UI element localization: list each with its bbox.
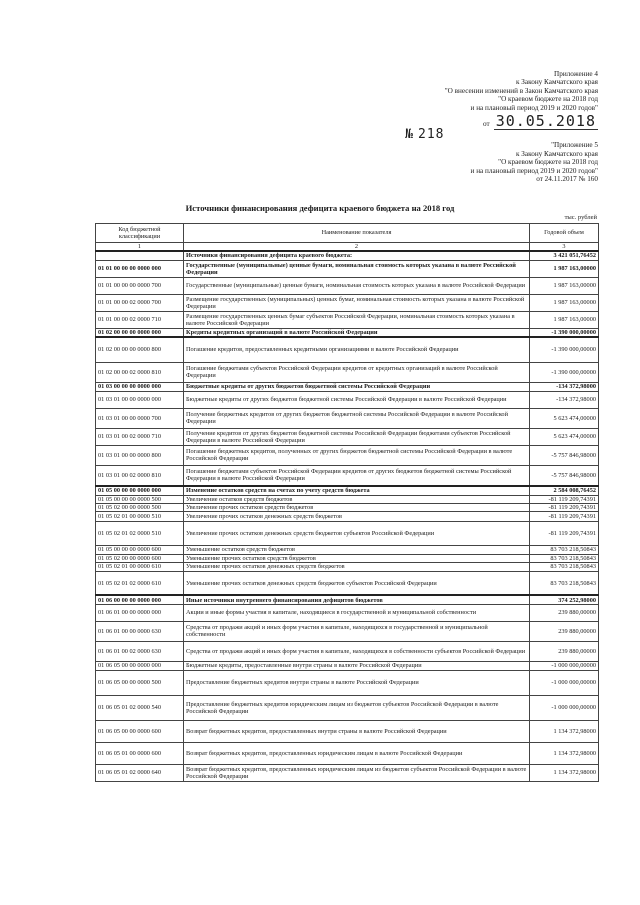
handwritten-number: 218 xyxy=(418,127,445,143)
row-code: 01 06 01 00 02 0000 630 xyxy=(96,641,184,661)
appendix-5-text xyxy=(358,141,598,183)
row-code: 01 05 02 01 02 0000 610 xyxy=(96,571,184,595)
row-name: Размещение государственных (муниципальных) ценных бумаг, номинальная стоимость которых указана в валюте Российской Федерации xyxy=(184,294,530,311)
row-name: Погашение бюджетных кредитов, полученных от других бюджетов бюджетной системы Российской Федерации в валюте Российской Федерации xyxy=(184,445,530,465)
row-code: 01 05 02 01 02 0000 510 xyxy=(96,521,184,545)
row-name: Изменение остатков средств на счетах по учету средств бюджета xyxy=(184,486,530,495)
row-name: Бюджетные кредиты, предоставленные внутри страны в валюте Российской Федерации xyxy=(184,661,530,670)
table-row xyxy=(96,362,599,382)
row-amount: 1 987 163,00000 xyxy=(530,260,599,277)
appendix5-line: и на плановый период 2019 и 2020 годов" xyxy=(470,166,598,175)
row-amount: 83 703 218,50843 xyxy=(530,571,599,595)
table-row xyxy=(96,408,599,428)
table-row xyxy=(96,695,599,720)
row-code: 01 03 01 00 02 0000 710 xyxy=(96,428,184,445)
row-name: Средства от продажи акций и иных форм участия в капитале, находящихся в собственности субъектов Российской Федерации xyxy=(184,641,530,661)
table-row xyxy=(96,521,599,545)
row-name: Получение бюджетных кредитов от других бюджетов бюджетной системы Российской Федерации в валюте Российской Федерации xyxy=(184,408,530,428)
row-amount: -1 000 000,00000 xyxy=(530,670,599,695)
row-code: 01 03 01 00 02 0000 810 xyxy=(96,465,184,486)
row-name: Увеличение прочих остатков средств бюджетов xyxy=(184,503,530,511)
row-amount: -134 372,98000 xyxy=(530,391,599,408)
row-amount: -81 119 209,74391 xyxy=(530,503,599,511)
row-code: 01 02 00 00 00 0000 000 xyxy=(96,328,184,337)
colnum-amount: 3 xyxy=(530,243,599,252)
table-row xyxy=(96,661,599,670)
table-row xyxy=(96,742,599,764)
row-code: 01 06 05 00 00 0000 600 xyxy=(96,720,184,742)
row-amount: 2 584 008,76452 xyxy=(530,486,599,495)
row-name: Погашение бюджетами субъектов Российской Федерации кредитов от кредитных организаций в валюте Российской Федерации xyxy=(184,362,530,382)
row-code: 01 06 05 01 02 0000 540 xyxy=(96,695,184,720)
table-row xyxy=(96,445,599,465)
row-code: 01 06 05 01 00 0000 600 xyxy=(96,742,184,764)
row-code: 01 01 00 00 02 0000 700 xyxy=(96,294,184,311)
units-label: тыс. рублей xyxy=(564,214,597,221)
row-amount: 83 703 218,50843 xyxy=(530,562,599,571)
row-amount: 1 987 163,00000 xyxy=(530,277,599,294)
table-row xyxy=(96,465,599,486)
row-code: 01 05 00 00 00 0000 600 xyxy=(96,545,184,554)
header-block xyxy=(358,70,598,183)
row-name: Средства от продажи акций и иных форм участия в капитале, находящихся в государственной и муниципальной собственности xyxy=(184,621,530,641)
handwritten-date-line xyxy=(358,114,598,130)
column-number-row xyxy=(96,243,599,252)
row-name: Погашение бюджетами субъектов Российской Федерации кредитов от других бюджетов бюджетной системы Российской Федерации в валюте Российской Федерации xyxy=(184,465,530,486)
table-row xyxy=(96,604,599,621)
row-amount: 1 134 372,98000 xyxy=(530,720,599,742)
handwritten-number-line xyxy=(358,127,598,143)
row-amount: 374 252,98000 xyxy=(530,595,599,604)
row-name: Увеличение остатков средств бюджетов xyxy=(184,495,530,503)
table-row xyxy=(96,260,599,277)
appendix-4-text xyxy=(358,70,598,112)
row-code: 01 03 01 00 00 0000 700 xyxy=(96,408,184,428)
table-row xyxy=(96,391,599,408)
number-prefix: № xyxy=(405,127,414,143)
header-name: Наименование показателя xyxy=(184,224,530,243)
row-amount: 83 703 218,50843 xyxy=(530,554,599,562)
row-amount: 239 880,00000 xyxy=(530,604,599,621)
row-name: Бюджетные кредиты от других бюджетов бюджетной системы Российской Федерации xyxy=(184,382,530,391)
row-code: 01 02 00 00 00 0000 800 xyxy=(96,337,184,362)
appendix4-line: Приложение 4 xyxy=(554,70,598,78)
row-amount: -1 000 000,00000 xyxy=(530,695,599,720)
row-code: 01 05 02 01 00 0000 510 xyxy=(96,511,184,521)
row-code: 01 06 00 00 00 0000 000 xyxy=(96,595,184,604)
document-title: Источники финансирования дефицита краевого бюджета на 2018 год xyxy=(185,203,455,213)
row-code: 01 06 01 00 00 0000 630 xyxy=(96,621,184,641)
table-row xyxy=(96,382,599,391)
row-code: 01 01 00 00 00 0000 700 xyxy=(96,277,184,294)
row-name: Погашение кредитов, предоставленных кредитными организациями в валюте Российской Федерации xyxy=(184,337,530,362)
row-name: Источники финансирования дефицита краевого бюджета: xyxy=(184,251,530,260)
row-amount: -81 119 209,74391 xyxy=(530,511,599,521)
colnum-code: 1 xyxy=(96,243,184,252)
table-row xyxy=(96,720,599,742)
row-name: Размещение государственных ценных бумаг субъектов Российской Федерации, номинальная стоимость которых указана в валюте Российской Федерации xyxy=(184,311,530,328)
row-name: Предоставление бюджетных кредитов внутри страны в валюте Российской Федерации xyxy=(184,670,530,695)
row-name: Увеличение прочих остатков денежных средств бюджетов субъектов Российской Федерации xyxy=(184,521,530,545)
row-amount: 5 623 474,00000 xyxy=(530,428,599,445)
appendix5-line: от 24.11.2017 № 160 xyxy=(536,175,598,184)
table-header-row xyxy=(96,224,599,243)
row-code: 01 03 01 00 00 0000 000 xyxy=(96,391,184,408)
row-name: Возврат бюджетных кредитов, предоставленных юридическим лицам из бюджетов субъектов Российской Федерации в валюте Российской Федерации xyxy=(184,764,530,781)
row-name: Получение кредитов от других бюджетов бюджетной системы Российской Федерации бюджетами субъектов Российской Федерации в валюте Российской Федерации xyxy=(184,428,530,445)
table-row xyxy=(96,337,599,362)
row-code xyxy=(96,251,184,260)
row-amount: 3 421 051,76452 xyxy=(530,251,599,260)
row-amount: -1 390 000,00000 xyxy=(530,362,599,382)
appendix4-line: и на плановый период 2019 и 2020 годов" xyxy=(470,103,598,112)
row-name: Уменьшение прочих остатков средств бюджетов xyxy=(184,554,530,562)
table-row xyxy=(96,670,599,695)
table-row xyxy=(96,486,599,495)
row-amount: -81 119 209,74391 xyxy=(530,495,599,503)
row-amount: 1 987 163,00000 xyxy=(530,311,599,328)
row-code: 01 05 02 00 00 0000 500 xyxy=(96,503,184,511)
row-name: Возврат бюджетных кредитов, предоставленных юридическим лицам в валюте Российской Федерации xyxy=(184,742,530,764)
row-amount: -1 000 000,00000 xyxy=(530,661,599,670)
row-name: Иные источники внутреннего финансирования дефицитов бюджетов xyxy=(184,595,530,604)
table-row xyxy=(96,311,599,328)
row-amount: -1 390 000,00000 xyxy=(530,328,599,337)
header-code: Код бюджетной классификации xyxy=(96,224,184,243)
row-code: 01 03 01 00 00 0000 800 xyxy=(96,445,184,465)
table-row xyxy=(96,511,599,521)
row-name: Уменьшение прочих остатков денежных средств бюджетов субъектов Российской Федерации xyxy=(184,571,530,595)
row-code: 01 05 00 00 00 0000 000 xyxy=(96,486,184,495)
table-row xyxy=(96,562,599,571)
table-row xyxy=(96,621,599,641)
row-name: Возврат бюджетных кредитов, предоставленных внутри страны в валюте Российской Федерации xyxy=(184,720,530,742)
row-amount: 239 880,00000 xyxy=(530,641,599,661)
table-row xyxy=(96,641,599,661)
header-amount: Годовой объем xyxy=(530,224,599,243)
row-name: Государственные (муниципальные) ценные бумаги, номинальная стоимость которых указана в валюте Российской Федерации xyxy=(184,277,530,294)
row-amount: -81 119 209,74391 xyxy=(530,521,599,545)
appendix4-line: к Закону Камчатского края xyxy=(516,78,598,87)
appendix5-line: к Закону Камчатского края xyxy=(516,149,598,158)
table-row xyxy=(96,428,599,445)
row-code: 01 06 05 00 00 0000 000 xyxy=(96,661,184,670)
financing-table xyxy=(95,223,599,782)
row-code: 01 05 02 00 00 0000 600 xyxy=(96,554,184,562)
table-row xyxy=(96,328,599,337)
table-row xyxy=(96,495,599,503)
row-code: 01 05 02 01 00 0000 610 xyxy=(96,562,184,571)
appendix5-line: "Приложение 5 xyxy=(551,141,598,150)
row-code: 01 01 00 00 02 0000 710 xyxy=(96,311,184,328)
table-row xyxy=(96,277,599,294)
row-code: 01 06 05 01 02 0000 640 xyxy=(96,764,184,781)
row-amount: 1 134 372,98000 xyxy=(530,742,599,764)
row-name: Кредиты кредитных организаций в валюте Российской Федерации xyxy=(184,328,530,337)
row-amount: -5 757 846,98000 xyxy=(530,445,599,465)
row-name: Государственные (муниципальные) ценные бумаги, номинальная стоимость которых указана в валюте Российской Федерации xyxy=(184,260,530,277)
handwritten-date: 30.05.2018 xyxy=(495,112,596,131)
date-prefix: от xyxy=(483,120,490,129)
row-code: 01 05 00 00 00 0000 500 xyxy=(96,495,184,503)
row-amount: -1 390 000,00000 xyxy=(530,337,599,362)
row-name: Увеличение прочих остатков денежных средств бюджетов xyxy=(184,511,530,521)
row-code: 01 06 01 00 00 0000 000 xyxy=(96,604,184,621)
row-amount: 83 703 218,50843 xyxy=(530,545,599,554)
table-row xyxy=(96,294,599,311)
table-row xyxy=(96,764,599,781)
row-name: Предоставление бюджетных кредитов юридическим лицам из бюджетов субъектов Российской Федерации в валюте Российской Федерации xyxy=(184,695,530,720)
row-amount: 1 134 372,98000 xyxy=(530,764,599,781)
table-row xyxy=(96,571,599,595)
table-row xyxy=(96,554,599,562)
row-name: Акции и иные формы участия в капитале, находящиеся в государственной и муниципальной собственности xyxy=(184,604,530,621)
row-name: Уменьшение остатков средств бюджетов xyxy=(184,545,530,554)
table-row xyxy=(96,545,599,554)
colnum-name: 2 xyxy=(184,243,530,252)
row-name: Бюджетные кредиты от других бюджетов бюджетной системы Российской Федерации в валюте Российской Федерации xyxy=(184,391,530,408)
table-row xyxy=(96,503,599,511)
appendix4-line: "О внесении изменений в Закон Камчатского края xyxy=(444,86,598,95)
appendix5-line: "О краевом бюджете на 2018 год xyxy=(498,158,598,167)
row-code: 01 02 00 00 02 0000 810 xyxy=(96,362,184,382)
row-amount: -5 757 846,98000 xyxy=(530,465,599,486)
row-amount: 239 880,00000 xyxy=(530,621,599,641)
row-amount: 5 623 474,00000 xyxy=(530,408,599,428)
table-row xyxy=(96,595,599,604)
appendix4-line: "О краевом бюджете на 2018 год xyxy=(498,95,598,104)
row-code: 01 06 05 00 00 0000 500 xyxy=(96,670,184,695)
row-name: Уменьшение прочих остатков денежных средств бюджетов xyxy=(184,562,530,571)
row-code: 01 03 00 00 00 0000 000 xyxy=(96,382,184,391)
row-amount: -134 372,98000 xyxy=(530,382,599,391)
table-row xyxy=(96,251,599,260)
row-amount: 1 987 163,00000 xyxy=(530,294,599,311)
row-code: 01 01 00 00 00 0000 000 xyxy=(96,260,184,277)
